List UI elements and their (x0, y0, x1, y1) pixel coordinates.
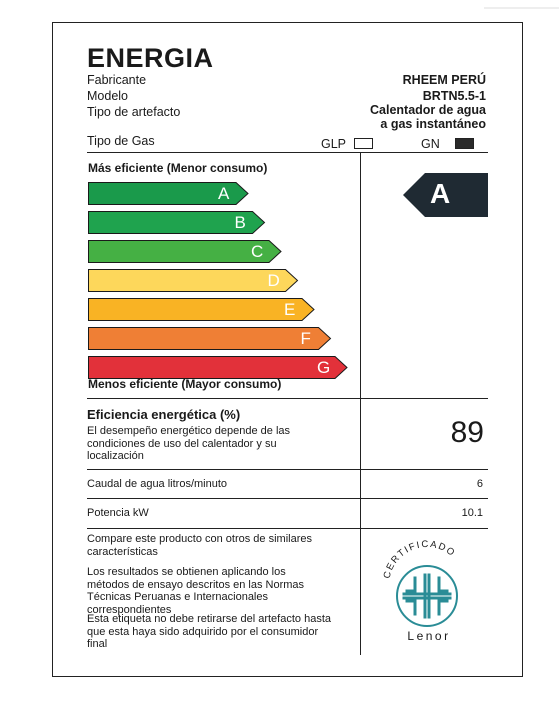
energy-class-letter: G (317, 358, 331, 377)
energy-class-bar-a (88, 182, 248, 204)
energy-class-letter: D (267, 271, 280, 290)
gas-option-gn-label: GN (421, 137, 440, 151)
gas-type-label: Tipo de Gas (87, 134, 155, 148)
energy-class-letter: E (284, 300, 296, 319)
note-compare: Compare este producto con otros de similares características (87, 533, 312, 558)
energy-class-arrow-f (88, 327, 333, 351)
seal-arc-text: CERTIFICADO (381, 538, 458, 580)
rating-arrow (403, 173, 488, 217)
energy-class-bar-g (88, 356, 347, 378)
flow-label: Caudal de agua litros/minuto (87, 478, 228, 490)
certification-seal (371, 533, 481, 648)
efficiency-description: El desempeño energético depende de las condiciones de uso del calentador y su localización (87, 425, 291, 462)
column-divider (360, 152, 361, 655)
energy-class-letter: C (251, 242, 264, 261)
power-label: Potencia kW (87, 507, 149, 519)
note-do-not-remove: Esta etiqueta no debe retirarse del artefacto hasta que esta haya sido adquirido por el consumidor final (87, 613, 331, 650)
note-test-methods: Los resultados se obtienen aplicando los métodos de ensayo descritos en las Normas Técnicas Peruanas e Internacionales correspondientes (87, 566, 305, 616)
field-label-manufacturer: Fabricante (87, 73, 147, 87)
field-label-model: Modelo (87, 89, 128, 103)
energy-class-letter: A (218, 184, 230, 203)
gas-option-gn-checkbox (455, 138, 474, 149)
gas-option-glp-checkbox (354, 138, 373, 149)
energy-class-bar-e (88, 298, 314, 320)
label-title: ENERGIA (87, 43, 214, 73)
energy-class-bar-f (88, 327, 331, 349)
gas-option-glp-label: GLP (321, 137, 347, 151)
energy-label (52, 22, 523, 677)
field-value-appliance-type-line1: Calentador de agua (370, 103, 486, 117)
divider-top (87, 152, 488, 153)
field-value-manufacturer: RHEEM PERÚ (402, 73, 486, 87)
energy-class-arrow-e (88, 298, 316, 322)
corner-mark (484, 7, 559, 9)
energy-class-bar-d (88, 269, 298, 291)
seal-circle (397, 566, 457, 626)
energy-class-letter: F (300, 329, 311, 348)
efficiency-title: Eficiencia energética (%) (87, 407, 241, 422)
rating-letter: A (430, 178, 451, 209)
divider-power (87, 498, 488, 499)
field-value-model: BRTN5.5-1 (422, 89, 486, 103)
certification-seal-graphic (371, 533, 481, 648)
scale-top-label: Más eficiente (Menor consumo) (88, 161, 268, 175)
divider-notes (87, 528, 488, 529)
energy-class-bar-c (88, 240, 281, 262)
divider-efficiency (87, 398, 488, 399)
flow-value: 6 (476, 478, 483, 490)
efficiency-value: 89 (450, 416, 484, 449)
power-value: 10.1 (461, 507, 483, 519)
seal-cross-icon (404, 575, 450, 617)
energy-class-bar-b (88, 211, 265, 233)
divider-flow (87, 469, 488, 470)
field-label-appliance-type: Tipo de artefacto (87, 105, 181, 119)
seal-brand-text: Lenor (407, 629, 451, 643)
field-value-appliance-type-line2: a gas instantáneo (380, 117, 486, 131)
energy-class-letter: B (234, 213, 246, 232)
scale-bottom-label: Menos eficiente (Mayor consumo) (88, 377, 282, 391)
